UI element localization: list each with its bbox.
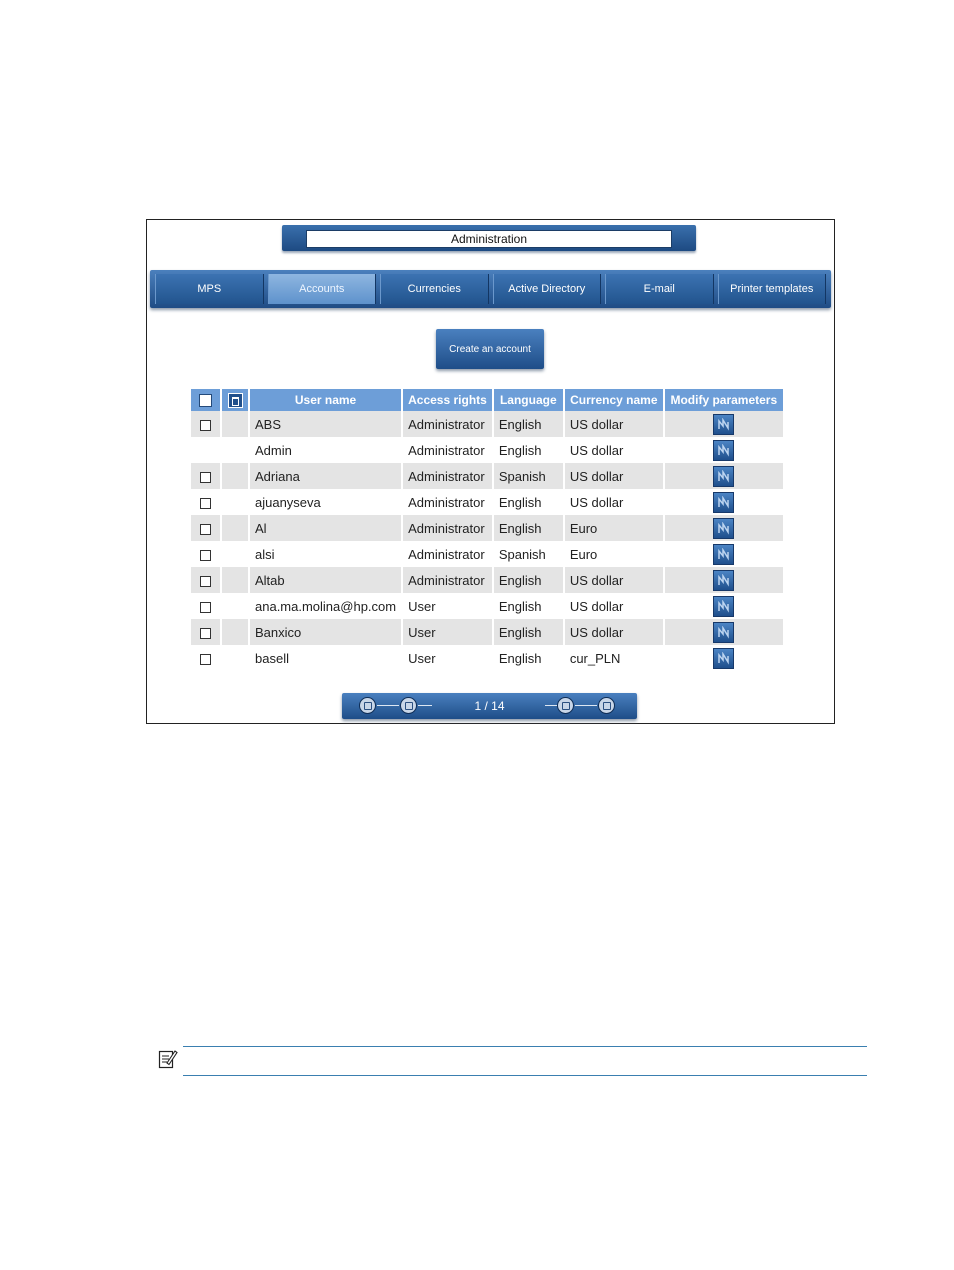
edit-icon[interactable] — [713, 570, 734, 591]
cell-access-rights: Administrator — [403, 515, 494, 541]
screenshot-frame — [146, 219, 835, 724]
table-row — [191, 645, 785, 671]
row-select-cell — [191, 567, 222, 593]
tab-bar — [150, 270, 831, 308]
note-divider-top — [183, 1046, 867, 1047]
cell-access-rights: Administrator — [403, 489, 494, 515]
create-account-button[interactable]: Create an account — [436, 329, 544, 369]
cell-user-name: Admin — [250, 437, 403, 463]
table-header-row — [191, 389, 785, 411]
cell-user-name: ana.ma.molina@hp.com — [250, 593, 403, 619]
table-row — [191, 437, 785, 463]
row-checkbox[interactable] — [200, 420, 211, 431]
page-title: Administration — [306, 230, 672, 248]
col-access-rights: Access rights — [403, 389, 494, 411]
edit-icon[interactable] — [713, 466, 734, 487]
edit-icon[interactable] — [713, 596, 734, 617]
cell-currency-name: US dollar — [565, 619, 665, 645]
cell-currency-name: Euro — [565, 515, 665, 541]
cell-access-rights: Administrator — [403, 567, 494, 593]
cell-access-rights: User — [403, 593, 494, 619]
edit-icon[interactable] — [713, 440, 734, 461]
table-row — [191, 593, 785, 619]
cell-user-name: alsi — [250, 541, 403, 567]
tab-currencies[interactable]: Currencies — [380, 274, 489, 304]
cell-modify — [665, 645, 785, 671]
cell-modify — [665, 437, 785, 463]
cell-user-name: basell — [250, 645, 403, 671]
row-spacer-cell — [222, 619, 250, 645]
row-spacer-cell — [222, 437, 250, 463]
row-checkbox[interactable] — [200, 576, 211, 587]
row-spacer-cell — [222, 463, 250, 489]
tab-active-directory[interactable]: Active Directory — [493, 274, 602, 304]
tab-mps[interactable]: MPS — [155, 274, 264, 304]
cell-access-rights: User — [403, 645, 494, 671]
cell-user-name: ABS — [250, 411, 403, 437]
row-select-cell — [191, 541, 222, 567]
accounts-table — [191, 389, 785, 671]
edit-icon[interactable] — [713, 622, 734, 643]
cell-currency-name: US dollar — [565, 463, 665, 489]
edit-icon[interactable] — [713, 544, 734, 565]
cell-user-name: ajuanyseva — [250, 489, 403, 515]
table-row — [191, 619, 785, 645]
cell-user-name: Adriana — [250, 463, 403, 489]
row-select-cell — [191, 463, 222, 489]
cell-modify — [665, 567, 785, 593]
title-bar — [282, 225, 696, 251]
note-divider-bottom — [183, 1075, 867, 1076]
row-checkbox[interactable] — [200, 602, 211, 613]
cell-language: English — [494, 593, 565, 619]
edit-icon[interactable] — [713, 414, 734, 435]
pagination-bar — [342, 693, 637, 719]
cell-currency-name: cur_PLN — [565, 645, 665, 671]
cell-language: English — [494, 515, 565, 541]
edit-icon[interactable] — [713, 648, 734, 669]
cell-user-name: Banxico — [250, 619, 403, 645]
row-spacer-cell — [222, 593, 250, 619]
cell-modify — [665, 515, 785, 541]
table-row — [191, 541, 785, 567]
cell-currency-name: US dollar — [565, 437, 665, 463]
cell-modify — [665, 541, 785, 567]
row-spacer-cell — [222, 541, 250, 567]
next-page-icon[interactable] — [557, 697, 574, 714]
tab-printer-templates[interactable]: Printer templates — [718, 274, 827, 304]
col-modify-parameters: Modify parameters — [665, 389, 785, 411]
table-body — [191, 411, 785, 671]
table-row — [191, 567, 785, 593]
row-select-cell — [191, 489, 222, 515]
cell-user-name: Al — [250, 515, 403, 541]
cell-modify — [665, 593, 785, 619]
cell-modify — [665, 411, 785, 437]
row-spacer-cell — [222, 567, 250, 593]
cell-currency-name: US dollar — [565, 593, 665, 619]
cell-access-rights: Administrator — [403, 411, 494, 437]
pager-divider — [575, 705, 597, 706]
row-checkbox[interactable] — [200, 550, 211, 561]
cell-modify — [665, 619, 785, 645]
cell-language: English — [494, 489, 565, 515]
tab-accounts[interactable]: Accounts — [268, 274, 377, 304]
cell-currency-name: US dollar — [565, 567, 665, 593]
select-all-checkbox-icon[interactable] — [199, 394, 212, 407]
cell-language: Spanish — [494, 541, 565, 567]
row-checkbox[interactable] — [200, 472, 211, 483]
row-spacer-cell — [222, 489, 250, 515]
cell-modify — [665, 489, 785, 515]
last-page-icon[interactable] — [598, 697, 615, 714]
col-user-name: User name — [250, 389, 403, 411]
cell-language: English — [494, 619, 565, 645]
row-select-cell — [191, 411, 222, 437]
row-checkbox[interactable] — [200, 654, 211, 665]
row-select-cell — [191, 437, 222, 463]
delete-header[interactable] — [222, 389, 250, 411]
row-select-cell — [191, 645, 222, 671]
cell-language: Spanish — [494, 463, 565, 489]
table-row — [191, 463, 785, 489]
cell-language: English — [494, 437, 565, 463]
edit-icon[interactable] — [713, 518, 734, 539]
page-indicator: 1 / 14 — [474, 699, 505, 713]
cell-modify — [665, 463, 785, 489]
pager-divider — [545, 705, 557, 706]
row-select-cell — [191, 515, 222, 541]
cell-access-rights: Administrator — [403, 541, 494, 567]
cell-access-rights: Administrator — [403, 437, 494, 463]
row-checkbox[interactable] — [200, 628, 211, 639]
cell-currency-name: Euro — [565, 541, 665, 567]
col-currency-name: Currency name — [565, 389, 665, 411]
cell-access-rights: Administrator — [403, 463, 494, 489]
table-row — [191, 515, 785, 541]
select-all-header[interactable] — [191, 389, 222, 411]
delete-icon[interactable] — [228, 393, 243, 408]
row-spacer-cell — [222, 411, 250, 437]
row-select-cell — [191, 593, 222, 619]
col-language: Language — [494, 389, 565, 411]
cell-language: English — [494, 411, 565, 437]
table-row — [191, 489, 785, 515]
cell-currency-name: US dollar — [565, 489, 665, 515]
table-row — [191, 411, 785, 437]
row-checkbox[interactable] — [200, 524, 211, 535]
cell-user-name: Altab — [250, 567, 403, 593]
row-spacer-cell — [222, 515, 250, 541]
cell-access-rights: User — [403, 619, 494, 645]
cell-language: English — [494, 567, 565, 593]
edit-icon[interactable] — [713, 492, 734, 513]
row-checkbox[interactable] — [200, 498, 211, 509]
row-select-cell — [191, 619, 222, 645]
tab-email[interactable]: E-mail — [605, 274, 714, 304]
note-icon — [158, 1048, 178, 1070]
row-spacer-cell — [222, 645, 250, 671]
cell-currency-name: US dollar — [565, 411, 665, 437]
cell-language: English — [494, 645, 565, 671]
